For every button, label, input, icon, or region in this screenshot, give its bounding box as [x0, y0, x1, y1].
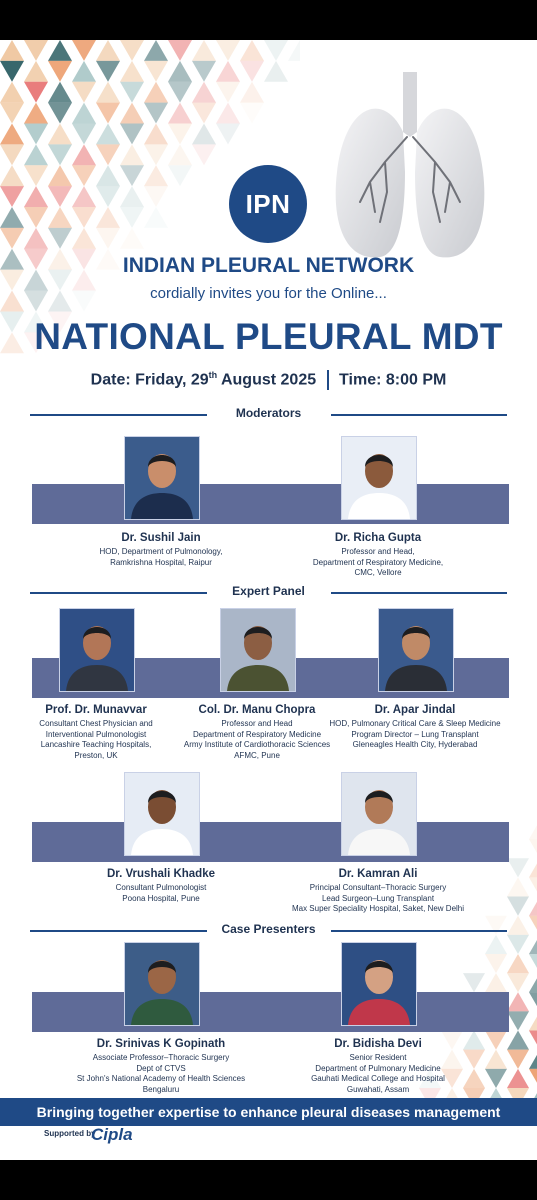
triangle-tile: [72, 228, 96, 249]
person-name: Dr. Richa Gupta: [334, 532, 422, 544]
person-description: [41, 883, 281, 904]
triangle-tile: [72, 103, 96, 124]
triangle-tile: [216, 61, 240, 82]
triangle-tile: [0, 40, 24, 61]
section-case-presenters: [30, 922, 507, 938]
description-line: Lancashire Teaching Hospitals,: [40, 740, 152, 749]
person-photo: [341, 436, 417, 520]
description-line: Bengaluru: [142, 1084, 180, 1094]
divider-line: [331, 592, 508, 594]
person-description: [258, 547, 498, 579]
triangle-tile: [0, 207, 24, 228]
triangle-tile: [192, 61, 216, 82]
description-line: Ramkrishna Hospital, Raipur: [110, 557, 212, 567]
triangle-tile: [168, 103, 192, 124]
triangle-tile: [96, 144, 120, 165]
triangle-tile: [96, 207, 120, 228]
triangle-tile: [529, 916, 537, 935]
photo-band: [32, 992, 509, 1032]
tagline-banner: Bringing together expertise to enhance pleural diseases management: [0, 1098, 537, 1126]
invite-text: cordially invites you for the Online...: [150, 285, 387, 302]
bottom-bar: [0, 1160, 537, 1200]
triangle-tile: [507, 897, 529, 916]
triangle-tile: [48, 40, 72, 61]
photo-band: [32, 484, 509, 524]
supported-by-label: Supported by: [44, 1129, 96, 1138]
triangle-tile: [192, 144, 216, 165]
triangle-tile: [48, 103, 72, 124]
person-name: Dr. Kamran Ali: [338, 868, 418, 880]
triangle-tile: [24, 40, 48, 61]
person-photo: [124, 436, 200, 520]
triangle-tile: [507, 916, 529, 935]
triangle-tile: [216, 124, 240, 145]
person-name: Dr. Apar Jindal: [374, 704, 456, 716]
person-photo: [341, 772, 417, 856]
triangle-tile: [0, 61, 24, 82]
triangle-tile: [144, 186, 168, 207]
person-name: Col. Dr. Manu Chopra: [198, 704, 316, 716]
triangle-tile: [529, 1069, 537, 1088]
event-datetime: [0, 370, 537, 390]
divider-line: [331, 930, 508, 932]
triangle-tile: [264, 61, 288, 82]
triangle-tile: [507, 1069, 529, 1088]
triangle-tile: [72, 144, 96, 165]
triangle-tile: [24, 228, 48, 249]
person-name: Dr. Srinivas K Gopinath: [96, 1038, 226, 1050]
triangle-tile: [72, 207, 96, 228]
triangle-tile: [529, 973, 537, 992]
description-line: Lead Surgeon–Lung Transplant: [321, 893, 435, 903]
triangle-tile: [168, 124, 192, 145]
triangle-tile: [216, 82, 240, 103]
triangle-tile: [48, 207, 72, 228]
triangle-tile: [48, 61, 72, 82]
triangle-tile: [120, 103, 144, 124]
triangle-tile: [507, 1050, 529, 1069]
triangle-tile: [529, 992, 537, 1011]
triangle-tile: [507, 1031, 529, 1050]
description-line: Preston, UK: [74, 750, 118, 760]
triangle-tile: [72, 165, 96, 186]
triangle-tile: [72, 40, 96, 61]
triangle-tile: [96, 186, 120, 207]
description-line: Senior Resident: [349, 1053, 407, 1062]
description-line: Interventional Pulmonologist: [45, 729, 147, 739]
triangle-tile: [507, 992, 529, 1011]
triangle-tile: [216, 103, 240, 124]
section-moderators: [30, 406, 507, 422]
triangle-tile: [72, 61, 96, 82]
person-description: [41, 547, 281, 568]
description-line: Associate Professor–Thoracic Surgery: [92, 1053, 230, 1062]
triangle-tile: [529, 897, 537, 916]
triangle-tile: [507, 858, 529, 877]
triangle-tile: [96, 103, 120, 124]
triangle-tile: [0, 144, 24, 165]
triangle-tile: [529, 1050, 537, 1069]
description-line: HOD, Department of Pulmonology,: [99, 547, 223, 556]
triangle-tile: [72, 82, 96, 103]
triangle-tile: [240, 40, 264, 61]
triangle-tile: [240, 61, 264, 82]
triangle-tile: [96, 165, 120, 186]
ipn-logo: [229, 165, 307, 243]
triangle-tile: [48, 165, 72, 186]
triangle-tile: [144, 165, 168, 186]
event-date-suffix-sup: th: [208, 370, 218, 380]
triangle-tile: [48, 124, 72, 145]
person-description: [41, 1053, 281, 1095]
triangle-tile: [144, 124, 168, 145]
person-description: [258, 1053, 498, 1095]
event-title: NATIONAL PLEURAL MDT: [34, 316, 503, 357]
triangle-tile: [240, 103, 264, 124]
triangle-tile: [120, 165, 144, 186]
triangle-tile: [192, 40, 216, 61]
description-line: Guwahati, Assam: [346, 1084, 410, 1094]
triangle-tile: [0, 82, 24, 103]
description-line: Department of Respiratory Medicine: [192, 729, 322, 739]
lungs-icon: [325, 62, 495, 272]
event-date-prefix: Date: Friday, 29: [90, 371, 209, 389]
triangle-tile: [72, 124, 96, 145]
description-line: Professor and Head,: [341, 547, 415, 556]
triangle-tile: [485, 954, 507, 973]
triangle-tile: [24, 165, 48, 186]
triangle-tile: [144, 144, 168, 165]
person-name: Dr. Vrushali Khadke: [106, 868, 215, 880]
triangle-tile: [264, 40, 288, 61]
description-line: Program Director – Lung Transplant: [351, 729, 479, 739]
triangle-tile: [529, 954, 537, 973]
triangle-tile: [168, 40, 192, 61]
description-line: CMC, Vellore: [354, 568, 402, 577]
description-line: Army Institute of Cardiothoracic Sciences: [183, 740, 331, 749]
triangle-tile: [529, 820, 537, 839]
triangle-tile: [0, 228, 24, 249]
triangle-tile: [144, 82, 168, 103]
triangle-tile: [485, 973, 507, 992]
description-line: Poona Hospital, Pune: [122, 893, 200, 903]
triangle-tile: [507, 935, 529, 954]
triangle-tile: [216, 40, 240, 61]
triangle-tile: [507, 954, 529, 973]
triangle-tile: [0, 165, 24, 186]
triangle-tile: [96, 40, 120, 61]
triangle-tile: [0, 186, 24, 207]
description-line: Department of Respiratory Medicine,: [312, 557, 444, 567]
description-line: AFMC, Pune: [234, 750, 280, 760]
person-photo: [341, 942, 417, 1026]
triangle-tile: [529, 1031, 537, 1050]
triangle-tile: [529, 877, 537, 896]
description-line: Gauhati Medical College and Hospital: [311, 1074, 445, 1083]
person-photo: [124, 772, 200, 856]
triangle-tile: [240, 82, 264, 103]
triangle-tile: [48, 82, 72, 103]
triangle-tile: [144, 207, 168, 228]
triangle-tile: [120, 61, 144, 82]
triangle-tile: [120, 124, 144, 145]
triangle-tile: [96, 124, 120, 145]
triangle-tile: [168, 82, 192, 103]
organization-name: INDIAN PLEURAL NETWORK: [122, 254, 415, 277]
description-line: Professor and Head: [221, 719, 293, 728]
triangle-tile: [120, 144, 144, 165]
triangle-tile: [168, 61, 192, 82]
triangle-tile: [120, 207, 144, 228]
sponsor-logo: Cipla: [91, 1125, 133, 1144]
triangle-tile: [24, 82, 48, 103]
triangle-tile: [529, 935, 537, 954]
divider-line: [331, 414, 508, 416]
triangle-tile: [0, 103, 24, 124]
description-line: Department of Pulmonary Medicine: [315, 1063, 441, 1073]
description-line: Dept of CTVS: [136, 1063, 186, 1073]
description-line: Consultant Pulmonologist: [115, 883, 207, 892]
photo-band: [32, 822, 509, 862]
triangle-tile: [96, 61, 120, 82]
triangle-tile: [24, 124, 48, 145]
person-name: Dr. Bidisha Devi: [334, 1038, 422, 1050]
triangle-tile: [144, 40, 168, 61]
triangle-tile: [463, 973, 485, 992]
triangle-tile: [529, 1011, 537, 1030]
person-name: Dr. Sushil Jain: [121, 532, 201, 544]
triangle-tile: [72, 186, 96, 207]
logo-text: IPN: [245, 188, 291, 219]
triangle-tile: [96, 228, 120, 249]
person-photo: [59, 608, 135, 692]
section-title: Moderators: [235, 406, 302, 420]
description-line: St John's National Academy of Health Sciences: [76, 1074, 246, 1083]
triangle-tile: [24, 103, 48, 124]
person-photo: [124, 942, 200, 1026]
section-title: Expert Panel: [232, 584, 305, 598]
description-line: Principal Consultant–Thoracic Surgery: [309, 883, 447, 892]
triangle-tile: [192, 103, 216, 124]
triangle-tile: [24, 144, 48, 165]
person-photo: [378, 608, 454, 692]
datetime-divider: [327, 370, 329, 390]
triangle-tile: [120, 82, 144, 103]
description-line: HOD, Pulmonary Critical Care & Sleep Medicine: [329, 719, 501, 728]
triangle-tile: [144, 61, 168, 82]
event-date-suffix: August 2025: [217, 371, 317, 389]
triangle-tile: [120, 186, 144, 207]
section-title: Case Presenters: [221, 922, 316, 936]
person-description: [258, 883, 498, 915]
triangle-tile: [48, 186, 72, 207]
triangle-tile: [0, 124, 24, 145]
section-expert-panel: [30, 584, 507, 600]
description-line: Max Super Speciality Hospital, Saket, New Delhi: [291, 904, 465, 913]
triangle-tile: [24, 61, 48, 82]
triangle-tile: [120, 228, 144, 249]
event-poster: [0, 40, 537, 1160]
description-line: Gleneagles Health City, Hyderabad: [352, 740, 478, 749]
triangle-tile: [192, 82, 216, 103]
triangle-tile: [48, 144, 72, 165]
triangle-tile: [507, 1011, 529, 1030]
triangle-tile: [168, 144, 192, 165]
triangle-tile: [507, 973, 529, 992]
triangle-tile: [529, 858, 537, 877]
triangle-tile: [288, 40, 300, 61]
triangle-tile: [24, 186, 48, 207]
triangle-tile: [24, 207, 48, 228]
triangle-tile: [144, 103, 168, 124]
event-time: Time: 8:00 PM: [339, 371, 447, 389]
triangle-tile: [96, 82, 120, 103]
person-name: Prof. Dr. Munavvar: [45, 704, 147, 716]
person-description: [295, 719, 535, 751]
triangle-tile: [529, 839, 537, 858]
triangle-tile: [507, 877, 529, 896]
triangle-tile: [120, 40, 144, 61]
person-photo: [220, 608, 296, 692]
triangle-tile: [48, 228, 72, 249]
triangle-tile: [192, 124, 216, 145]
triangle-tile: [168, 165, 192, 186]
description-line: Consultant Chest Physician and: [39, 719, 153, 728]
